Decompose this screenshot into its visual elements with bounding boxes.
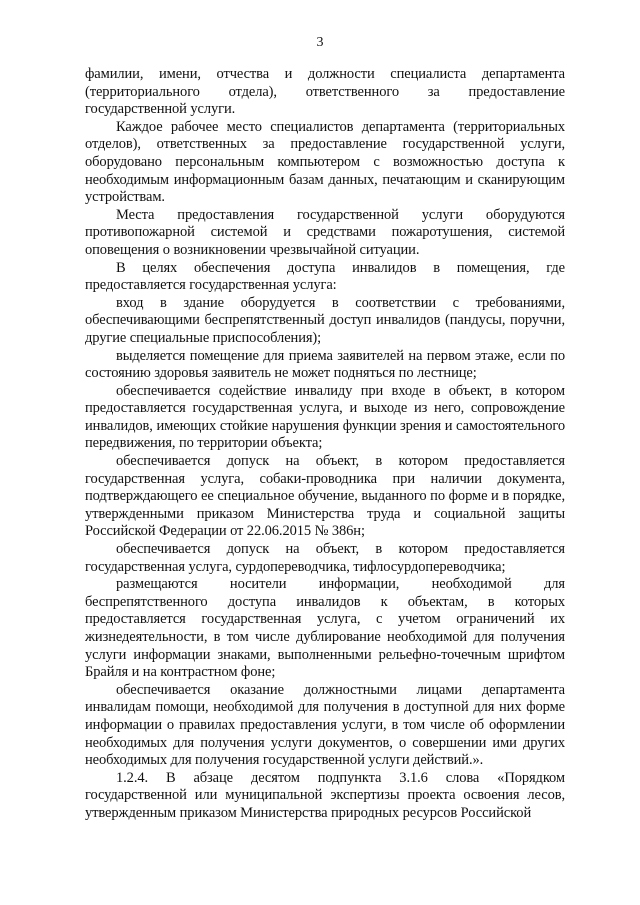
page-number: 3 [316, 35, 324, 50]
paragraph-specialist-name: фамилии, имени, отчества и должности специалиста департамента (территориального отдела), ответственного за предоставление государственной услуги. [85, 66, 565, 118]
paragraph-fire-safety: Места предоставления государственной услуги оборудуются противопожарной системой и средствами пожаротушения, системой оповещения о возникновении чрезвычайной ситуации. [85, 206, 565, 258]
paragraph-guide-dog: обеспечивается допуск на объект, в котором предоставляется государственная услуга, собаки-проводника при наличии документа, подтверждающего ее специальное обучение, выданного по форме и в порядке, утвержденными приказом Министерства труда и социальной защиты Российской Федерации от 22.06.2015 № 386н; [85, 453, 565, 540]
paragraph-assistance-entry: обеспечивается содействие инвалиду при входе в объект, в котором предоставляется государственная услуга, и выходе из него, сопровождение инвалидов, имеющих стойкие нарушения функции зрения и самостоятельного передвижения, по территории объекта; [85, 382, 565, 452]
paragraph-information-carriers: размещаются носители информации, необходимой для беспрепятственного доступа инвалидов к объектам, в которых предоставляется государственная услуга, с учетом ограничений их жизнедеятельности, в том числе дублирование необходимой для получения услуги информации знаками, выполненными рельефно-точечным шрифтом Брайля и на контрастном фоне; [85, 576, 565, 681]
document-body [85, 66, 565, 823]
paragraph-workplace-equipment: Каждое рабочее место специалистов департамента (территориальных отделов), ответственных за предоставление государственной услуги, оборудовано персональным компьютером с возможностью доступа к необходимым информационным базам данных, печатающим и сканирующим устройствам. [85, 118, 565, 206]
paragraph-disabled-access-intro: В целях обеспечения доступа инвалидов в помещения, где предоставляется государственная услуга: [85, 259, 565, 294]
paragraph-staff-assistance: обеспечивается оказание должностными лицами департамента инвалидам помощи, необходимой для получения в доступной для них форме информации о правилах предоставления услуги, в том числе об оформлении необходимых для получения услуги документов, о совершении ими других необходимых для получения государственной услуги действий.». [85, 681, 565, 769]
paragraph-sign-interpreter: обеспечивается допуск на объект, в котором предоставляется государственная услуга, сурдопереводчика, тифлосурдопереводчика; [85, 541, 565, 575]
paragraph-amendment-1-2-4: 1.2.4. В абзаце десятом подпункта 3.1.6 слова «Порядком государственной или муниципальной экспертизы проекта освоения лесов, утвержденным приказом Министерства природных ресурсов Российской [85, 769, 565, 821]
paragraph-ground-floor-room: выделяется помещение для приема заявителей на первом этаже, если по состоянию здоровья заявитель не может подняться по лестнице; [85, 347, 565, 382]
paragraph-entrance-equipment: вход в здание оборудуется в соответствии с требованиями, обеспечивающими беспрепятственный доступ инвалидов (пандусы, поручни, другие специальные приспособления); [85, 294, 565, 346]
